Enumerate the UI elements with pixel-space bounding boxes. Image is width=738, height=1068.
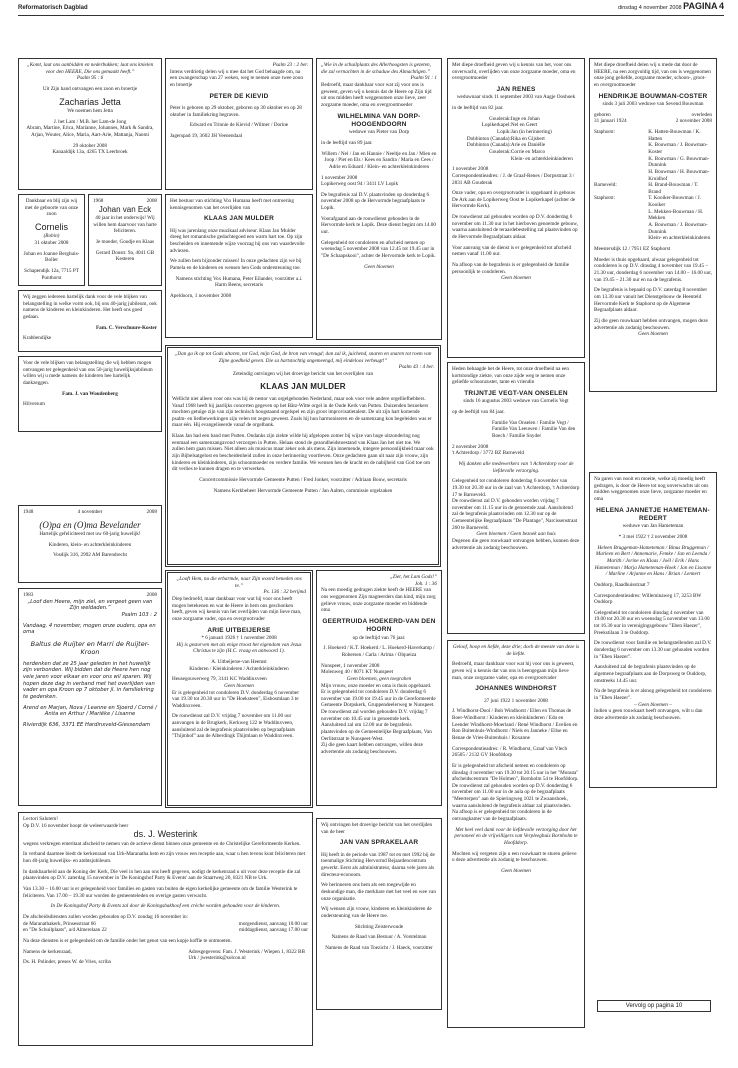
continued-link[interactable]: Vervolg op pagina 10: [597, 1000, 711, 1012]
ad-death-hameteman: Na garen van nooit en moeite, welke zij moedig heeft gedragen, is door de Heere tot nog onverwachts uit ons midden weggenomen onze lieve, zorgzame moeder en oma HELENA JANNETJE HAMETEMAN-REDERT weduwe van Jan Hameteman * 3 mei 1922 † 2 november 2008 Heleen Bruggeman-Hameteman / Binus Bruggeman / Marleen en Bert / Annemarie, Femke / Jan en Leenda / Marith / Jorine en Klaas / Joël / Erik / Hans Hameteman / Marja Hameteman-Hoek / Jan en Lisanne / Marline / Arjanne en Hans / Brian / Lennert Ouddorp, Raadhuisstraat 7 Correspondentieadres: Willeminaweg 17, 3253 BW Ouddorp Gelegenheid tot condoleren dinsdag 4 november van 19.00 tot 20.30 uur en woensdag 5 november van 13.00 tot 16.30 uur in verenigingsgebouw "Eben Haezer", Preekstilaan 3 te Ouddorp. De rouwdienst voor familie en belangstellenden zal D.V. donderdag 6 november om 13.30 uur gehouden worden in "Eben Haezer". Aansluitend zal de begrafenis plaatsvinden op de algemene begraafplaats aan de Dorpsweg te Ouddorp, omstreeks 14.45 uur. Na de begrafenis is er alsnog gelegenheid tot condoleren in "Eben Haezer". – Geen bloemen – Indien u geen rouwkaart heeft ontvangen, wilt u dan deze advertentie als zodanig beschouwen.: [589, 472, 717, 788]
ad-death-mulder-putten: „Dan ga ik op tot Gods altaren, tot God, mijn God, de bron van vreugd; dan zal ik, juichend, snaren en snaren tot roem van Zijne goedheid geven. Die sa hartstochtig ongemeengd, mij eindeloos verheugt!” Psalm 43 : 4 ber. Zeteindig ontvingen wij het droevige bericht van het overlijden van KLAAS JAN MULDER Wellicht niet alleen voor ons was hij de nestor van orgelgebonden Nederland, maar ook voor vele andere orgelliefhebbers. Vanaf 1968 heeft hij jaarlijks concerten gegeven op het Bätz-Witte orgel in de Oude Kerk van Putten. Duizenden bezoekers mochten getuige zijn van zijn technisch hoogstaand orgelspel en zijn groot improvisatietalent. De uit zijn hart komende psalm- en liedbewerkingen zijn velen tot zegen geweest. Zoals hij hun harmoniseren en de samenzang kon begeleiden was er maar één. Hij evangeliseerde vanaf de orgelbank. Klaas Jan had een band met Putten. Ondanks zijn ziekte wilde hij afgelopen zomer bij wijze van hoge uitzondering nog eenmaal een samenzangavond verzorgen in Putten. Helaas stond de gezondheidstoestand van Klaas Jan het niet toe. We zullen hem gaan missen. Niet alleen als musicus maar zeker ook als mens. Zijn innemende, integere persoonlijkheid maar ook zijn Bijbelsatgelost en bescheidenheid zullen in onze herinnering voortleven. Onze gedachten gaan uit naar zijn vrouw, zijn kinderen en kleinkinderen, zijn schoonmoeder en verdere familie. We wensen hen de kracht en de nabijheid van God toe om dit verlies te kunnen dragen en te verwerken. Concertcommissie Hervormde Gemeente Putten / Fred Jonker, voorzitter / Adriaan Bouw, secretaris Namens Kerkbeheer Hervormde Gemeente Putten / Jan Aalten, commissie orgelzaken: [165, 345, 441, 567]
ad-thanks-woudenberg: Voor de vele blijken van belangstelling die wij hebben mogen ontvangen ter gelegenheid van ons 50-jarig huwelijksjubileum willen wij u mede namens de kinderen hee hartelijk dankzeggen. Fam. J. van Woudenberg Hilversum: [18, 356, 162, 432]
ad-birth-zacharias: „Komt, laat ons aanbidden en nederbukken; laat ons knielen voor den HEERE, Die ons gemaakt heeft.” Psalm 95 : 6 Uit Zijn hand ontvangen een zoon en broertje Zacharias Jetta We noemen hem Jetta J. het Lam / M.B. het Lam-de Jong Abram, Martine, Erica, Marianne, Johannes, Mark & Sandra, Arjan, Wouter, Alice, Maria, Aart-Arie, Mattanja, Naomi 29 oktober 2008 Kanaaldijk 13a, 4265 TX Leerbroek: [18, 58, 162, 190]
ad-death-sprakelaar: Wij ontvingen het droevige bericht van het overlijden van de heer JAN VAN SPRAKELAAR Hij heeft in de periode van 1987 tot en met 1992 bij de toenmalige Stichting Hervormd Bejaardencentrum gewerkt. Eerst als administrateur, daarna vele jaren als directeur-econoom. We herinneren ons hem als een toegewijde en deskundige man, die merkbare met het veel en wee van onze organisatie. Wij wensen zijn vrouw, kinderen en kleinkinderen de ondersteuning van de Heere toe. Stichting Zeisterwoude Namens de Raad van Bestuur / A. Vorstelman Namens de Raad van Toezicht / J. Haeck, voorzitter: [316, 818, 442, 1010]
ad-death-kievid: Psalm 23 : 2 ber. Intens verdrietig delen wij u mee dat het God behaagde om, na een zwangerschap van 27 weken, weg te nemen onze twee zoon en broertje PETER DE KIEVID Peter is geboren op 29 oktober, geboren op 30 oktober en op 28 oktober in familiekring begraven. Edward en Trinnie de Kievid / Wilmer / Dorine Jagerspad 19, 3602 JH Veenendaal: [165, 58, 313, 190]
ad-birth-cornelis: Dankbaar en blij zijn wij met de geboorte van onze zoon Cornelis (Robin) 31 oktober 2008 Johan en Joanne Berghuis-Boller Schapendijk 12a, 7715 PT Punthorst: [18, 194, 85, 286]
ad-death-bouwman-coster: Met diepe droefheid delen wij u mede dat door de HEERE, na een zorgvuldig tijd, van ons is weggenomen onze jong geliefde, zorgzame moeder, schoon-, groot- en overgrootmoeder HENDRIKJE BOUWMAN-COSTER sinds 3 juli 2003 weduwe van Sevend Bouwman geboren overleden 31 januari 1924 2 november 2008 Staphorst: K. Hatten-Bouwman / K. Hatten K. Bouwman / J. Bouwman-Koster K. Bouwman / G. Bouwman-Dunnink H. Bouwman / H. Bouwman-Kruidhof Barneveld: H. Brand-Bouwman / T. Brand Staphorst: T. Kooiker-Bouwman / J. Kooiker L. Mekken-Bouwman / H. Mekken A. Bouwman / J. Bouwman-Dunnink Klein- en achterkleinkinderen Meestersdijk 12 / 7951 EZ Staphorst Moeder is thuis opgebaard, alwaar gelegenheid tot condoleren is op D.V. dinsdag 4 november van 19.45 – 21.30 uur, donderdag 6 november van 14.00 – 16.00 uur, van 19.45 – 21.30 uur en na de begrafenis. De begrafenis is bepaald op D.V. zaterdag 8 november om 13.30 uur vanuit het Dienstgebouw de Heenteld Hervormde Kerk te Staphorst op de Algemene Begraafplaats aldaar. Zij die geen rouwkaart hebben ontvangen, mogen deze advertentie als zodanig beschouwen. Geen bloemen: [589, 58, 717, 392]
ad-death-windhorst: Geloof, hoop en liefde, deze drie; doch de meeste van deze is de liefde. Bedroefd, maar dankbaar voor wat hij voor ons is geweest, geven wij u kennis dat van ons is heengegaan mijn lieve man, onze zorgzame vader, opa en overgrootvader JOHANNES WINDHORST 27 juni 1922 1 november 2008 J. Windhorst-Dool / Bob Windhorst / Ellen en Thomas de Boer-Windhorst / Kinderen en kleinkinderen / Edu en Leender Windhorst-Moerland / René Windhorst / Evelien en Ron Buitenhuis-Windhorst / Niels en Janneke / Elise en Renae de Vries-Buitenhuis / Roxanne Correspondentieadres: / R. Windhorst, Graaf van Vlech 26505 / 2132 GV Hoofddorp Er is gelegenheid tot afscheid nemen en condoleren op dinsdag 4 november van 19.30 tot 20.15 uur in het "Monuta" afscheidscentrum "De Holmen", Bornholm 54 te Hoofddorp. De rouwdienst zal gehouden worden op D.V. donderdag 6 november om 11.00 uur in de aula op de begraafplaats "Meerterpen" aan de Spieringweg 1021 te Zwaanshoek, waarna aansluitend de begrafenis aldaar zal plaatsvinden. Na afloop is er gelegenheid tot condoleren in de ontvangkamer van de begraafplaats. Met heel veel dank voor de liefdevolle verzorging door het personeel en de vrijwilligers van Verpleeghuis Bornholm te Hoofddorp. Mochten wij vergeten zijn u een rouwkaart te sturen gelieve u deze advertentie als zodanig te beschouwen. Geen bloemen: [447, 640, 585, 1028]
page-info: dinsdag 4 november 2008 PAGINA 4: [617, 1, 724, 12]
ad-anniversary-ruijter: 1983 2008 „Loof den Heere, mijn ziel, en vergeet geen van Zijn weldaden.” Psalm 103 : 2 Vandaag, 4 november, mogen onze ouders, opa en oma Baltus de Ruijter en Marri de Ruijter-Kroon herdenken dat ze 25 jaar geleden in het huwelijk zijn verbonden. Wij bidden dat de Heere hen nog vele jaren voor elkaar en voor ons wil sparen. Wij hopen deze dag in verband met het overlijden van vader en opa Kroon op 7 oktober jl. in familiekring te gedenken. Arend en Marjan, Nova / Leanne en Sjoerd / Corné / Anita en Arthur / Mariëke / Lisanne Rivierdijk 636, 3371 EE Hardinxveld-Giessendam: [18, 588, 162, 806]
newspaper-name: Reformatorisch Dagblad: [18, 5, 88, 12]
page-header: [18, 1, 724, 16]
ad-death-uitbeijerse: „Looft Hem, nu die erbarmde, naar Zijn woord beneden ons te.” Ps. 136 : 32 berijmd Diep bedroefd, maar dankbaar voor wat hij voor ons heeft mogen betekenen en wat de Heere in hem ons geschonken heeft, geven wij kennis van het overlijden van mijn lieve man, onze zorgzame vader, opa en overgrootvader ARIE UITBEIJERSE * 6 januari 1926 † 1 november 2008 Hij is gestorven met als enige troost het eigendom van Jezus Christus te zijn (H.C. vraag en antwoord 1). A. Uitbeijerse-van Heemst Kinderen / Kleinkinderen / Achterkleinkinderen Heusegouwerweg 79, 3141 KC Waddinxveen Geen bloemen Er is gelegenheid tot condoleren D.V. donderdag 6 november van 19.30 tot 20.30 uur in "De Hoeksteen", Eisbosmlaan 3 te Waddinxveen. De rouwdienst zal D.V. vrijdag 7 november om 11.00 uur aanvangen in de Brugkerk, Kerkweg 122 te Waddinxveen, aansluitend zal de begrafenis plaatsvinden op begraafplaats "Thijmhof" aan de Alberdingk Thijmlaan te Waddinxveen.: [165, 570, 313, 808]
ad-death-vandorp: „Wie in de schuilplaats des Allerhoogsten is gezeten, die zal vernachten in de schaduw des Almachtigen.” Psalm 91 : 1 Bedroefd, maar dankbaar voor wat zij voor ons is geweest, geven wij u kennis dat de Heere op Zijn tijd uit ons midden heeft weggenomen onze lieve, zeer zorgzame moeder, oma en overgrootmoeder WILHELMINA VAN DORP-HOOGENDOORN weduwe van Pieter van Dorp in de leeftijd van 89 jaar. Willem / Nel / Jan en Hannie / Neeltje en Jan / Mien en Joop / Piet en Els / Kees en Sandra / Maria en Cees / Adrie en Eduard / Klein- en achterkleinkinderen 1 november 2008 Lopikerweg oost 94 / 3411 LV Lopik De begrafenis zal D.V. plaatsvinden op donderdag 6 november 2008 op de Hervormde begraafplaats te Lopik. Voorafgaand aan de rouwdienst gehouden in de Hervormde kerk te Lopik. Deze dienst begint om 14.00 uur. Gelegenheid tot condoleren en afscheid nemen op woensdag 5 november 2008 van 12.45 tot 19.45 uur in "De Schaapskooi", achter de Hervormde kerk te Lopik. Geen bloemen: [316, 58, 442, 340]
ad-anniversary-bevelander: 1948 4 november 2008 (O)pa en (O)ma Bevelander Hartelijk gefeliciteerd met uw 60-jarig huwelijk! Kinderen, klein- en achterkleinkinderen Vosdijk 316, 2992 AM Barendrecht: [18, 505, 162, 583]
ad-death-vegt: Heden behaagde het de Heere, tot onze droefheid na een kortstondige ziekte, van onze zijde weg te nemen onze geliefde schoonzuster, tante en vriendin TRIJNTJE VEGT-VAN ONSELEN sinds 16 augustus 2003 weduwe van Cornelis Vegt op de leeftijd van 84 jaar. Familie Van Onselen / Familie Vegt / Familie Van Leeuwen / Familie Van den Boech / Familie Snyder 2 november 2008 't Achterdorp / 3772 BZ Barneveld Wij danken alle medewerkers van 't Achterdorp voor de liefdevolle verzorging. Gelegenheid tot condoleren donderdag 6 november van 19.30 tot 20.30 uur in de zaal van 't Achterdorp, 't Achterdorp 17 te Barneveld. De rouwdienst zal D.V. gehouden worden vrijdag 7 november om 11.15 uur in de genoemde zaal. Aansluitend zal de begrafenis plaatsvinden om 12.30 uur op de Gemeentelijke Begraafplaats "De Plantage", Narcissenstraat 260 te Barneveld. Geen bloemen / Geen bezoek aan huis Degenen die geen rouwkaart ontvangen hebben, kunnen deze advertentie als zodanig beschouwen.: [447, 362, 585, 634]
ad-jubilee-johan: 1968 2008 Johan van Eck 40 jaar in het onderwijs! Wij willen hem daarvoor van harte feliciteren. Je moeder, Goudje en Klaas Gerard Doustr. 9a, 4041 GB Kesteren: [88, 194, 162, 286]
ad-death-renes: Met diepe droefheid geven wij u kennis van het, voor ons onverwacht, overlijden van onze zorgzame moeder, oma en overgrootmoeder JAN RENES weduwnaar sinds 11 september 2003 van Aagje Ooshoek in de leeftijd van 82 jaar. Gouderak: Inge en Johan Lopikerkapel: Nel en Geert Lopik: Jan (in herinnering) Dobbinton (Canada): Rika en Gijsbert Dobbinton (Canada): Arie en Daniëlle Gouderak: Corrie en Marco Klein- en achterkleinkinderen 1 november 2008 Correspondentieadres: / J. de Graaf-Renes / Dorpsstraat 3 / 2831 AB Gouderak Onze vader, opa en overgrootvader is opgebaard in gebouw De Ark aan de Lopikerweg Oost te Lopikerkapel (achter de Hervormde Kerk). De rouwdienst zal gehouden worden op D.V. donderdag 6 november om 11.30 uur in het hierboven genoemde gebouw, waarna aansluitend de teraardebestelling zal plaatsvinden op de Hervormde Begraafplaats aldaar. Voor aanvang van de dienst is er gelegenheid tot afscheid nemen vanaf 11.00 uur. Na afloop van de begrafenis is er gelegenheid de familie persoonlijk te condoleren. Geen bloemen: [447, 58, 585, 358]
ad-thanks-verschuure: Wij zeggen iedereen hartelijk dank voor de vele blijken van belangstelling in welke vorm ook, bij ons 40-jarig jubileum, ook namens de kinderen en kleinkinderen. Het heeft ons goed gedaan. Fam. C. Verschuure-Koster Krabbendijke: [18, 290, 162, 352]
ad-death-mulder-voxhumana: Het bestuur van stichting Vox Humana heeft met ontroering kennisgenomen van het overlijden van KLAAS JAN MULDER Hij was jarenlang onze muzikaal adviseur. Klaas Jan Mulder dreeg het romantische gedachtegoed een warm hart toe. Op zijn bescheiden en innemende wijze voorzag hij ons van waardevolle adviezen. We zullen hem bijzonder missen! In onze gedachten zijn we bij Pamela en de kinderen en wensen hen Gods ondersteuning toe. Namens stichting Vox Humana, Peter Eilander, voorzitter a.i. Harm Beens, secretaris Apeldoorn, 1 november 2008: [165, 194, 313, 338]
minister-name: ds. J. Westerink: [133, 829, 198, 840]
ad-farewell-westerink: Lectori Salutem! Op D.V. 16 november hoopt de weleerwaarde heer ds. J. Westerink wegens verkregen emeritaat afscheid te nemen van de actieve dienst binnen onze gemeente en de Christelijke Gereformeerde Kerken. In verband daarmee biedt de kerkenraad van Urk-Maranatha hem en zijn vrouw een receptie aan, waar u hen tevens kunt feliciteren met hun 40-jarig huwelijks- en ambtsjubileum. In dankbaarheid aan de Koning der Kerk, Die veel in hen aan ons heeft gegeven, nodigt de kerkenraad u uit voor deze receptie die zal plaatsvinden op D.V. zaterdag 15 november in 'De Koningshof Party & Events' aan de Staartweg 20, 8321 NB te Urk. Van 13.30 – 16.00 uur is er gelegenheid voor families en gasten van buiten de eigen kerkelijke gemeente om de familie Westerink te feliciteren. Van 17.00 – 19.30 uur worden de gemeenteleden en overige gasten verwacht. In De Koningshof Party & Events zal door de Koningsbakhoof een crèche worden gehouden voor de kinderen. De afscheidsdiensten zullen worden gehouden op D.V. zondag 16 november in: de Maranathakerk, Prinsesstraat 66 morgendienst, aanvang 10.00 uur en "De Schuilplaats", a/d Almerelaan 22 middagdienst, aanvang 17.00 uur Na deze diensten is er gelegenheid om de familie onder het genot van een kopje koffie te ontmoeten. Namens de kerkenraad, Ds. H. Polinder, preses W. de Vries, scriba Adresgegevens: Fam. J. Westerink / Wiepen 1, 8322 BB Urk / jwesterink@solcon.nl: [18, 812, 313, 1046]
baby-name: Zacharias Jetta: [59, 96, 121, 107]
ad-death-hoekerd: „Ziet, het Lam Gods!” Joh. 1 : 36 Na een moedig gedragen ziekte heeft de HEERE van ons weggenomen Zijn magteerders dan kind, mijn zorg gelieve vrouw, onze zorgzame moeder en biddende oma GEERTRUIDA HOEKERD-VAN DEN HOORN op de leeftijd van 76 jaar. J. Hoekerd / K.T. Hoekerd / L. Hoekerd-Haverkamp / Robersen / Carla / Arima / Olqueiza Nunspeet, 1 november 2008 Molenweg 40 / 8071 KT Nunspeet Geen bloemen, geen toegrahen Mijn vrouw, onze moeder en oma is thuis opgebaard. Er is gelegenheid tot condoleren D.V. donderdag 6 november van 19.00 tot 19.45 uur in de Gereformeerde Gemeente Dorpskerk, Gruppendeelerweg te Nunspeet. De rouwdienst zal worden gehouden D.V. vrijdag 7 november om 10.45 uur in genoemde kerk. Aansluitend zal om 12.00 uur de begrafenis plaatsvinden op de Gemeentelijke Begraafplaats, Van Oerlitstraat te Nunspeet-West. Zij die geen kaart hebben ontvangen, willen deze advertentie als zodanig beschouwen.: [316, 570, 442, 806]
